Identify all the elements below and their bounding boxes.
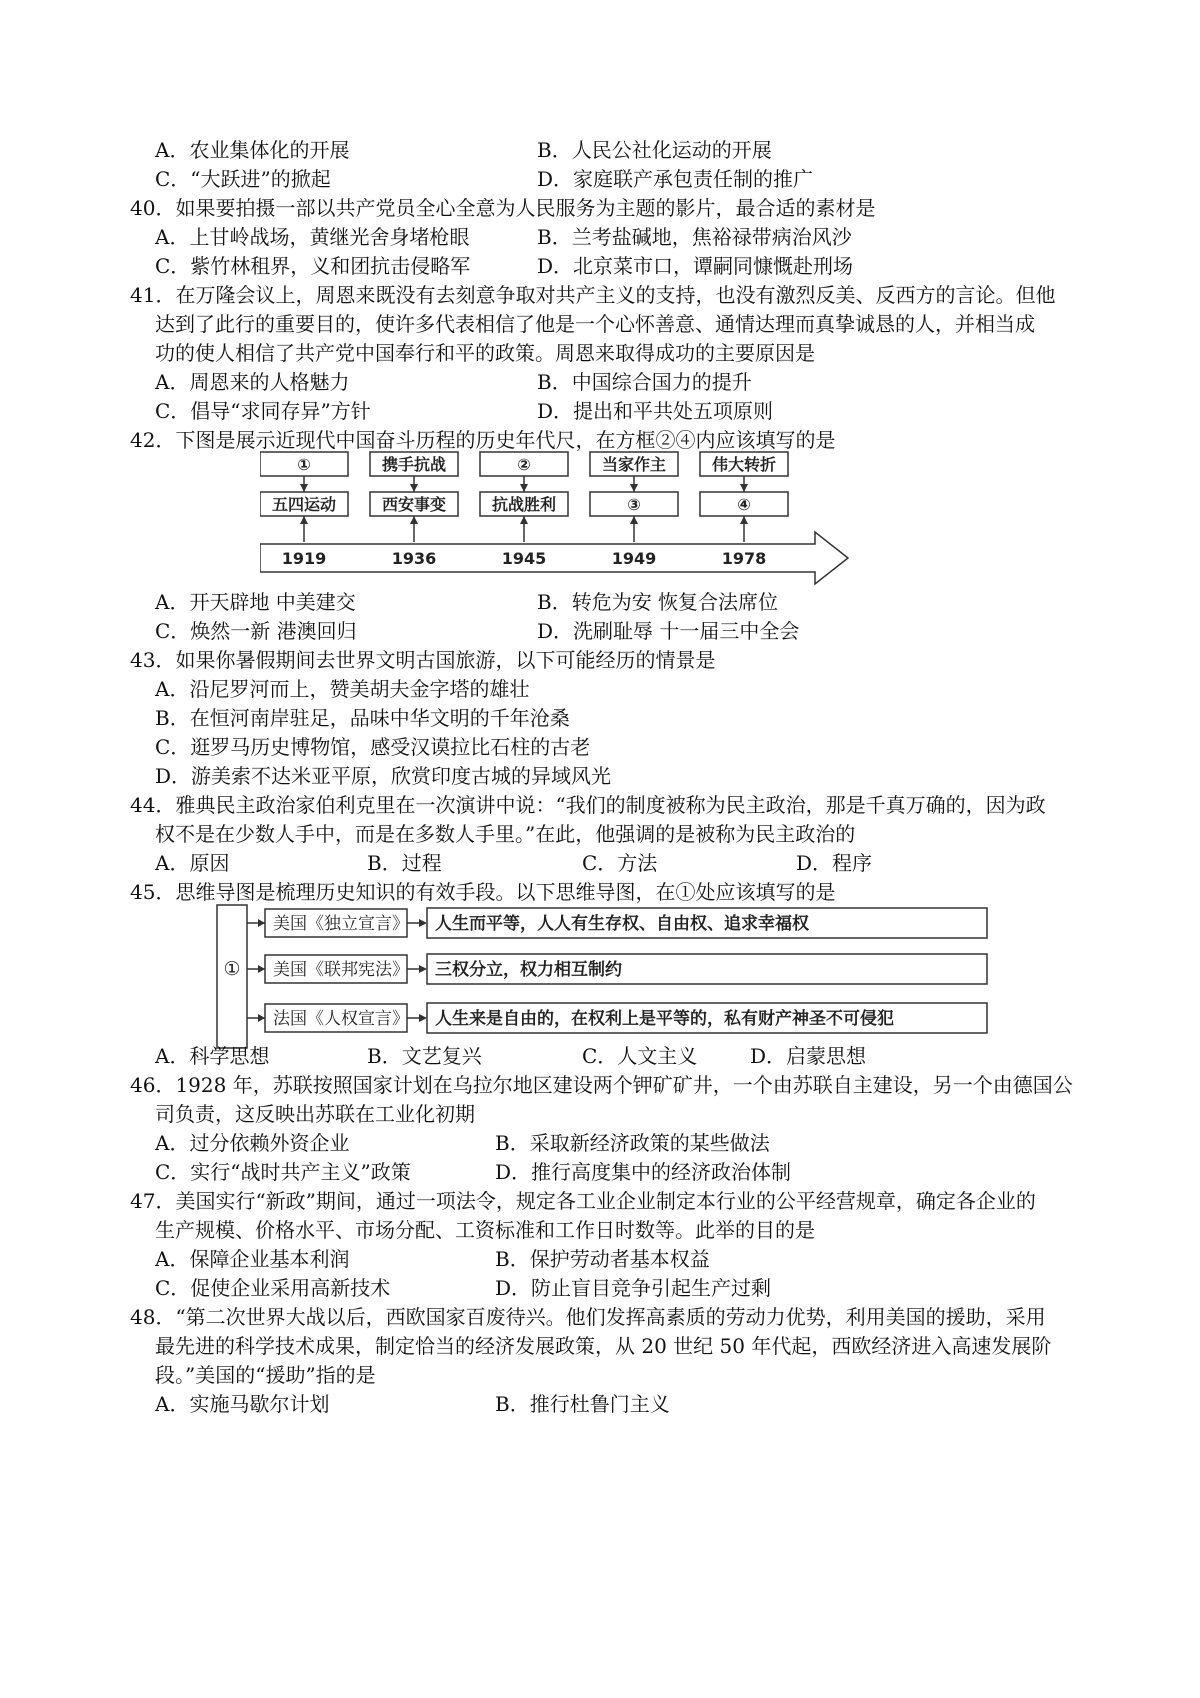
option-b: B．人民公社化运动的开展 [537, 138, 772, 162]
question-48-stem-line1: 48．“第二次世界大战以后，西欧国家百废待兴。他们发挥高素质的劳动力优势，利用美国的援助，采用 [130, 1305, 1046, 1329]
timeline-year-4: 1949 [611, 549, 657, 568]
q46-option-c: C．实行“战时共产主义”政策 [155, 1160, 411, 1184]
question-41-stem-line3: 功的使人相信了共产党中国奉行和平的政策。周恩来取得成功的主要原因是 [155, 341, 815, 365]
timeline-year-2: 1936 [391, 549, 437, 568]
question-47-stem-line2: 生产规模、价格水平、市场分配、工资标准和工作日时数等。此举的目的是 [155, 1218, 815, 1242]
mind-map-diagram [215, 903, 995, 1053]
q41-option-d: D．提出和平共处五项原则 [537, 399, 774, 423]
timeline-top-3: ② [517, 455, 531, 474]
question-40-stem: 40．如果要拍摄一部以共产党员全心全意为人民服务为主题的影片，最合适的素材是 [130, 196, 876, 220]
timeline-mid-2: 西安事变 [381, 495, 447, 514]
q46-option-d: D．推行高度集中的经济政治体制 [495, 1160, 792, 1184]
q45-option-c: C．人文主义 [582, 1044, 698, 1068]
q43-option-c: C．逛罗马历史博物馆，感受汉谟拉比石柱的古老 [155, 735, 591, 759]
q43-option-b: B．在恒河南岸驻足，品味中华文明的千年沧桑 [155, 706, 570, 730]
timeline-top-4: 当家作主 [601, 455, 667, 474]
mind-map-content-1: 人生而平等，人人有生存权、自由权、追求幸福权 [435, 914, 809, 934]
question-42-stem: 42．下图是展示近现代中国奋斗历程的历史年代尺，在方框②④内应该填写的是 [130, 428, 836, 452]
timeline-mid-4: ③ [627, 495, 641, 514]
q44-option-b: B．过程 [367, 851, 442, 875]
question-44-stem-line1: 44．雅典民主政治家伯利克里在一次演讲中说：“我们的制度被称为民主政治，那是千真万确的，因为政 [130, 793, 1046, 817]
q40-option-a: A．上甘岭战场，黄继光舍身堵枪眼 [155, 225, 470, 249]
q40-option-c: C．紫竹林租界，义和团抗击侵略军 [155, 254, 471, 278]
q42-option-c: C．焕然一新 港澳回归 [155, 619, 357, 643]
q47-option-d: D．防止盲目竞争引起生产过剩 [495, 1276, 772, 1300]
timeline-mid-1: 五四运动 [271, 495, 337, 514]
q46-option-a: A．过分依赖外资企业 [155, 1131, 350, 1155]
q42-option-a: A．开天辟地 中美建交 [155, 590, 356, 614]
timeline-top-5: 伟大转折 [711, 455, 777, 474]
q42-option-d: D．洗刷耻辱 十一届三中全会 [537, 619, 800, 643]
q41-option-b: B．中国综合国力的提升 [537, 370, 752, 394]
question-45-stem: 45．思维导图是梳理历史知识的有效手段。以下思维导图，在①处应该填写的是 [130, 880, 836, 904]
q48-option-a: A．实施马歇尔计划 [155, 1392, 330, 1416]
q40-option-d: D．北京菜市口，谭嗣同慷慨赴刑场 [537, 254, 854, 278]
timeline-mid-5: ④ [737, 495, 751, 514]
timeline-top-1: ① [297, 455, 311, 474]
q40-option-b: B．兰考盐碱地，焦裕禄带病治风沙 [537, 225, 852, 249]
q46-option-b: B．采取新经济政策的某些做法 [495, 1131, 770, 1155]
mind-map-content-3: 人生来是自由的，在权利上是平等的，私有财产神圣不可侵犯 [435, 1009, 894, 1029]
question-47-stem-line1: 47．美国实行“新政”期间，通过一项法令，规定各工业企业制定本行业的公平经营规章，确定各企业的 [130, 1189, 1036, 1213]
option-a: A．农业集体化的开展 [155, 138, 350, 162]
mind-map-doc-1: 美国《独立宣言》 [273, 914, 409, 934]
timeline-mid-3: 抗战胜利 [491, 495, 557, 514]
q47-option-c: C．促使企业采用高新技术 [155, 1276, 391, 1300]
q42-option-b: B．转危为安 恢复合法席位 [537, 590, 779, 614]
q41-option-a: A．周恩来的人格魅力 [155, 370, 350, 394]
mind-map-doc-2: 美国《联邦宪法》 [273, 960, 409, 980]
mind-map-doc-3: 法国《人权宣言》 [273, 1009, 409, 1029]
q45-option-b: B．文艺复兴 [367, 1044, 482, 1068]
q41-option-c: C．倡导“求同存异”方针 [155, 399, 371, 423]
mind-map-root: ① [223, 958, 241, 980]
q45-option-a: A．科学思想 [155, 1044, 270, 1068]
timeline-top-2: 携手抗战 [381, 455, 447, 474]
timeline-diagram [260, 448, 860, 588]
question-41-stem-line2: 达到了此行的重要目的，使许多代表相信了他是一个心怀善意、通情达理而真挚诚恳的人，并相当成 [155, 312, 1035, 336]
q44-option-d: D．程序 [796, 851, 873, 875]
q44-option-c: C．方法 [582, 851, 658, 875]
q43-option-a: A．沿尼罗河而上，赞美胡夫金字塔的雄壮 [155, 677, 530, 701]
option-d: D．家庭联产承包责任制的推广 [537, 167, 814, 191]
question-48-stem-line3: 段。”美国的“援助”指的是 [155, 1363, 376, 1387]
timeline-year-3: 1945 [501, 549, 547, 568]
q44-option-a: A．原因 [155, 851, 230, 875]
question-41-stem-line1: 41．在万隆会议上，周恩来既没有去刻意争取对共产主义的支持，也没有激烈反美、反西方的言论。但他 [130, 283, 1056, 307]
q45-option-d: D．启蒙思想 [750, 1044, 867, 1068]
timeline-year-5: 1978 [721, 549, 767, 568]
mind-map-content-2: 三权分立，权力相互制约 [435, 960, 622, 980]
question-46-stem-line2: 司负责，这反映出苏联在工业化初期 [155, 1102, 475, 1126]
timeline-year-1: 1919 [281, 549, 327, 568]
question-46-stem-line1: 46．1928 年，苏联按照国家计划在乌拉尔地区建设两个钾矿矿井，一个由苏联自主建设，另一个由德国公 [130, 1073, 1073, 1097]
q47-option-b: B．保护劳动者基本权益 [495, 1247, 710, 1271]
q47-option-a: A．保障企业基本利润 [155, 1247, 350, 1271]
option-c: C．“大跃进”的掀起 [155, 167, 331, 191]
q43-option-d: D．游美索不达米亚平原，欣赏印度古城的异域风光 [155, 764, 612, 788]
question-43-stem: 43．如果你暑假期间去世界文明古国旅游，以下可能经历的情景是 [130, 648, 716, 672]
q48-option-b: B．推行杜鲁门主义 [495, 1392, 670, 1416]
question-48-stem-line2: 最先进的科学技术成果，制定恰当的经济发展政策，从 20 世纪 50 年代起，西欧经济进入高速发展阶 [155, 1334, 1052, 1358]
question-44-stem-line2: 权不是在少数人手中，而是在多数人手里。”在此，他强调的是被称为民主政治的 [155, 822, 856, 846]
